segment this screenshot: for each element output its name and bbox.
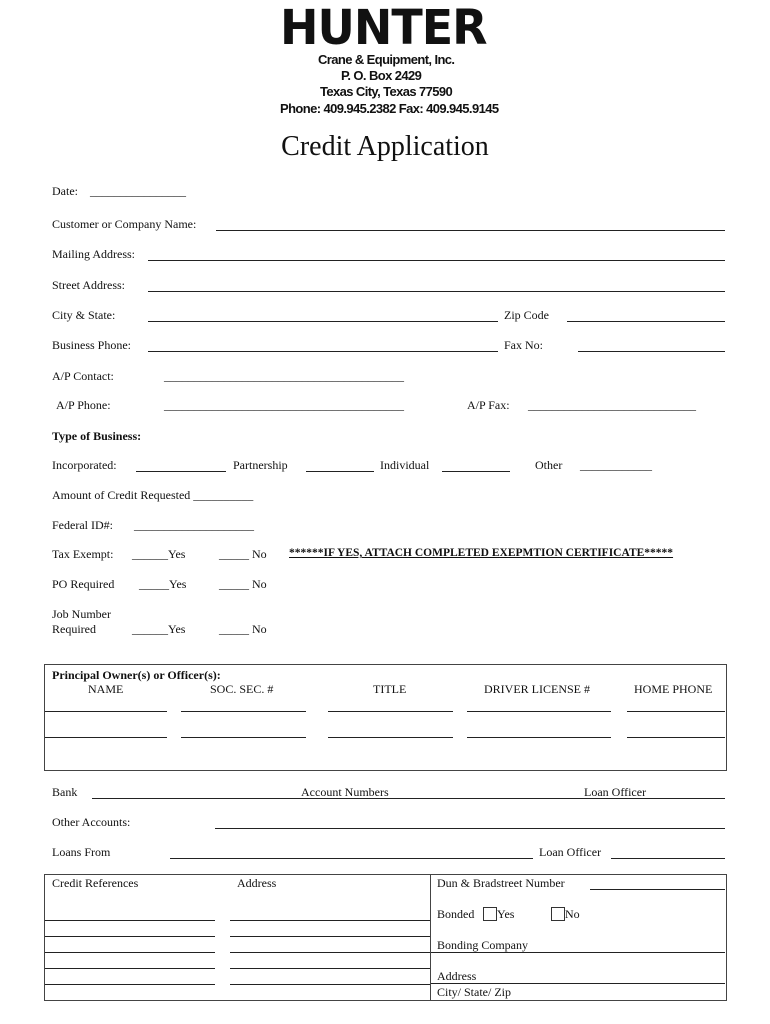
date-field[interactable]: ________________: [90, 184, 186, 198]
fax-field[interactable]: [578, 351, 725, 352]
reference-address-field[interactable]: [230, 936, 430, 937]
business-phone-label: Business Phone:: [52, 338, 132, 352]
street-address-field[interactable]: [148, 291, 725, 292]
tax-exempt-yes[interactable]: ______Yes: [132, 547, 186, 561]
bank-label: Bank: [52, 785, 78, 799]
principal-owners-heading: Principal Owner(s) or Officer(s):: [52, 668, 221, 682]
bonded-no-label: No: [565, 907, 580, 921]
ap-fax-label: A/P Fax:: [467, 398, 510, 412]
other-accounts-label: Other Accounts:: [52, 815, 131, 829]
reference-name-field[interactable]: [45, 952, 215, 953]
exemption-note: ******IF YES, ATTACH COMPLETED EXEPMTION CERTIFICATE*****: [289, 547, 674, 559]
page-title: Credit Application: [281, 131, 489, 162]
other-accounts-field[interactable]: [215, 828, 725, 829]
company-city: Texas City, Texas 77590: [320, 84, 453, 99]
federal-id-field[interactable]: ____________________: [134, 518, 254, 532]
business-phone-field[interactable]: [148, 351, 498, 352]
partnership-label: Partnership: [233, 458, 288, 472]
owner-name-field[interactable]: [45, 711, 167, 712]
owner-ssn-field[interactable]: [181, 711, 306, 712]
bonded-yes-label: Yes: [497, 907, 515, 921]
other-label: Other: [535, 458, 563, 472]
incorporated-field[interactable]: [136, 471, 226, 472]
reference-address-field[interactable]: [230, 952, 430, 953]
bonding-address-field[interactable]: [431, 983, 725, 984]
owner-license-field[interactable]: [467, 711, 611, 712]
col-name: NAME: [88, 682, 124, 696]
mailing-address-label: Mailing Address:: [52, 247, 135, 261]
customer-name-label: Customer or Company Name:: [52, 217, 197, 231]
owner-title-field[interactable]: [328, 737, 453, 738]
reference-name-field[interactable]: [45, 936, 215, 937]
col-soc-sec: SOC. SEC. #: [210, 682, 274, 696]
col-title: TITLE: [373, 682, 407, 696]
loan-officer-label-2: Loan Officer: [539, 845, 602, 859]
job-number-label: Job Number: [52, 607, 111, 621]
incorporated-label: Incorporated:: [52, 458, 117, 472]
job-required-label: Required: [52, 622, 96, 636]
col-home-phone: HOME PHONE: [634, 682, 713, 696]
loan-officer-field[interactable]: [611, 858, 725, 859]
bonded-no-checkbox[interactable]: [551, 907, 565, 921]
col-driver-license: DRIVER LICENSE #: [484, 682, 590, 696]
reference-name-field[interactable]: [45, 984, 215, 985]
owner-ssn-field[interactable]: [181, 737, 306, 738]
ap-contact-field[interactable]: ________________________________________: [164, 369, 404, 383]
company-logo: HUNTER: [280, 0, 487, 56]
account-numbers-label: Account Numbers: [301, 785, 389, 799]
owner-phone-field[interactable]: [627, 737, 725, 738]
zip-code-field[interactable]: [567, 321, 725, 322]
tax-exempt-no[interactable]: _____ No: [219, 547, 267, 561]
company-phone-fax: Phone: 409.945.2382 Fax: 409.945.9145: [280, 101, 499, 116]
street-address-label: Street Address:: [52, 278, 125, 292]
company-name: Crane & Equipment, Inc.: [318, 52, 455, 67]
city-state-label: City & State:: [52, 308, 116, 322]
credit-requested-label[interactable]: Amount of Credit Requested __________: [52, 488, 254, 502]
partnership-field[interactable]: [306, 471, 374, 472]
references-divider: [430, 874, 431, 1000]
reference-address-field[interactable]: [230, 968, 430, 969]
ap-fax-field[interactable]: ____________________________: [528, 398, 696, 412]
owner-license-field[interactable]: [467, 737, 611, 738]
bonding-address-label: Address: [437, 969, 477, 983]
tax-exempt-label: Tax Exempt:: [52, 547, 114, 561]
city-state-field[interactable]: [148, 321, 498, 322]
mailing-address-field[interactable]: [148, 260, 725, 261]
fax-label: Fax No:: [504, 338, 543, 352]
po-required-label: PO Required: [52, 577, 115, 591]
date-label: Date:: [52, 184, 78, 198]
po-required-no[interactable]: _____ No: [219, 577, 267, 591]
loans-from-label: Loans From: [52, 845, 111, 859]
company-po-box: P. O. Box 2429: [341, 68, 422, 83]
dun-bradstreet-label: Dun & Bradstreet Number: [437, 876, 565, 890]
reference-address-field[interactable]: [230, 984, 430, 985]
federal-id-label: Federal ID#:: [52, 518, 113, 532]
individual-label: Individual: [380, 458, 430, 472]
credit-references-label: Credit References: [52, 876, 139, 890]
po-required-yes[interactable]: _____Yes: [139, 577, 187, 591]
loan-officer-label: Loan Officer: [584, 785, 647, 799]
owner-title-field[interactable]: [328, 711, 453, 712]
zip-code-label: Zip Code: [504, 308, 549, 322]
bonded-label: Bonded: [437, 907, 475, 921]
credit-references-table: [44, 874, 727, 1001]
city-state-zip-label: City/ State/ Zip: [437, 985, 511, 999]
ap-phone-label: A/P Phone:: [56, 398, 111, 412]
individual-field[interactable]: [442, 471, 510, 472]
bonded-yes-checkbox[interactable]: [483, 907, 497, 921]
other-field[interactable]: ____________: [580, 458, 652, 472]
dun-bradstreet-field[interactable]: [590, 889, 725, 890]
reference-name-field[interactable]: [45, 920, 215, 921]
owner-name-field[interactable]: [45, 737, 167, 738]
reference-address-field[interactable]: [230, 920, 430, 921]
job-number-yes[interactable]: ______Yes: [132, 622, 186, 636]
bonding-company-field[interactable]: [431, 952, 725, 953]
reference-name-field[interactable]: [45, 968, 215, 969]
customer-name-field[interactable]: [216, 230, 725, 231]
loans-from-field[interactable]: [170, 858, 533, 859]
type-of-business-heading: Type of Business:: [52, 429, 142, 443]
bonding-company-label: Bonding Company: [437, 938, 529, 952]
job-number-no[interactable]: _____ No: [219, 622, 267, 636]
ap-contact-label: A/P Contact:: [52, 369, 114, 383]
owner-phone-field[interactable]: [627, 711, 725, 712]
reference-address-label: Address: [237, 876, 277, 890]
ap-phone-field[interactable]: ________________________________________: [164, 398, 404, 412]
